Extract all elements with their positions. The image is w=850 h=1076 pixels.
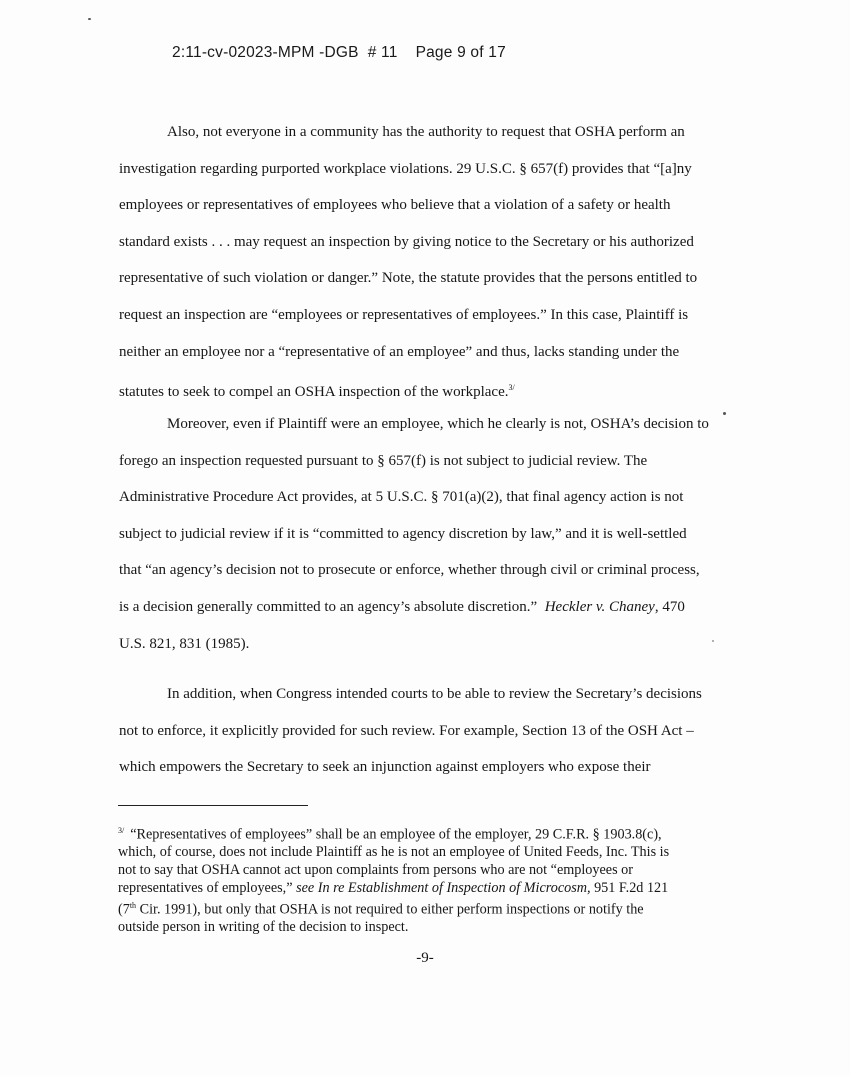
text-segment: representatives of employees,” (118, 879, 293, 896)
footnote-line: which, of course, does not include Plaintiff as he is not an employee of United Feeds, Inc. This is (118, 844, 670, 861)
paragraph-congress (119, 676, 759, 786)
text-line: which empowers the Secretary to seek an injunction against employers who expose their (119, 759, 651, 776)
text-line: neither an employee nor a “representative of an employee” and thus, lacks standing under the (119, 343, 680, 360)
text-line: forego an inspection requested pursuant to § 657(f) is not subject to judicial review. The (119, 452, 648, 469)
text-line: In addition, when Congress intended courts to be able to review the Secretary’s decisions (167, 686, 702, 702)
text-segment: “Representatives of employees” shall be an employee of the employer, 29 C.F.R. § 1903.8(c), (130, 826, 662, 843)
scan-speck (88, 18, 91, 20)
text-line: employees or representatives of employees who believe that a violation of a safety or health (119, 197, 671, 214)
text-segment: (7 (118, 901, 130, 918)
text-line: U.S. 821, 831 (1985). (119, 635, 250, 652)
text-segment: , 470 (654, 598, 685, 615)
text-line: representative of such violation or danger.” Note, the statute provides that the persons entitled to (119, 270, 698, 287)
text-line (119, 589, 759, 626)
scan-speck (712, 640, 714, 642)
footnote-line: outside person in writing of the decision to inspect. (118, 919, 409, 936)
paragraph-standing (119, 114, 759, 411)
footnote-line (118, 897, 758, 919)
case-citation: see In re Establishment of Inspection of Microcosm, (296, 879, 591, 896)
text-line: that “an agency’s decision not to prosecute or enforce, whether through civil or criminal process, (119, 562, 700, 579)
text-line: investigation regarding purported workplace violations. 29 U.S.C. § 657(f) provides that “[a]ny (119, 160, 692, 177)
paragraph-judicial-review (119, 406, 759, 662)
text-line: request an inspection are “employees or representatives of employees.” In this case, Plaintiff is (119, 306, 689, 323)
scan-speck (723, 412, 726, 415)
text-line: not to enforce, it explicitly provided for such review. For example, Section 13 of the OSH Act – (119, 722, 694, 739)
footnote-line (118, 822, 758, 844)
text-line: Also, not everyone in a community has the authority to request that OSHA perform an (167, 124, 685, 140)
text-line: Moreover, even if Plaintiff were an employee, which he clearly is not, OSHA’s decision to (167, 416, 709, 432)
footnote-separator (118, 805, 308, 806)
page-number: -9- (416, 950, 434, 966)
text-line: standard exists . . . may request an inspection by giving notice to the Secretary or his authorized (119, 233, 694, 250)
footnote-3 (118, 822, 758, 937)
text-line: Administrative Procedure Act provides, at 5 U.S.C. § 701(a)(2), that final agency action is not (119, 489, 684, 506)
text-segment: is a decision generally committed to an agency’s absolute discretion.” (119, 598, 538, 615)
ordinal-suffix: th (129, 901, 137, 911)
text-segment: statutes to seek to compel an OSHA inspection of the workplace. (119, 384, 509, 401)
text-line (119, 370, 759, 411)
text-segment: Cir. 1991), but only that OSHA is not required to either perform inspections or notify the (139, 901, 644, 918)
footnote-line (118, 880, 758, 898)
case-header: 2:11-cv-02023-MPM -DGB # 11 Page 9 of 17 (172, 44, 506, 61)
footnote-line: not to say that OSHA cannot act upon complaints from persons who are not “employees or (118, 861, 633, 878)
footnote-mark: 3/ (118, 826, 125, 835)
footnote-reference: 3/ (508, 383, 515, 393)
text-line: subject to judicial review if it is “committed to agency discretion by law,” and it is well-settled (119, 525, 687, 542)
text-segment: 951 F.2d 121 (594, 879, 669, 896)
case-name: Heckler v. Chaney (544, 598, 655, 615)
